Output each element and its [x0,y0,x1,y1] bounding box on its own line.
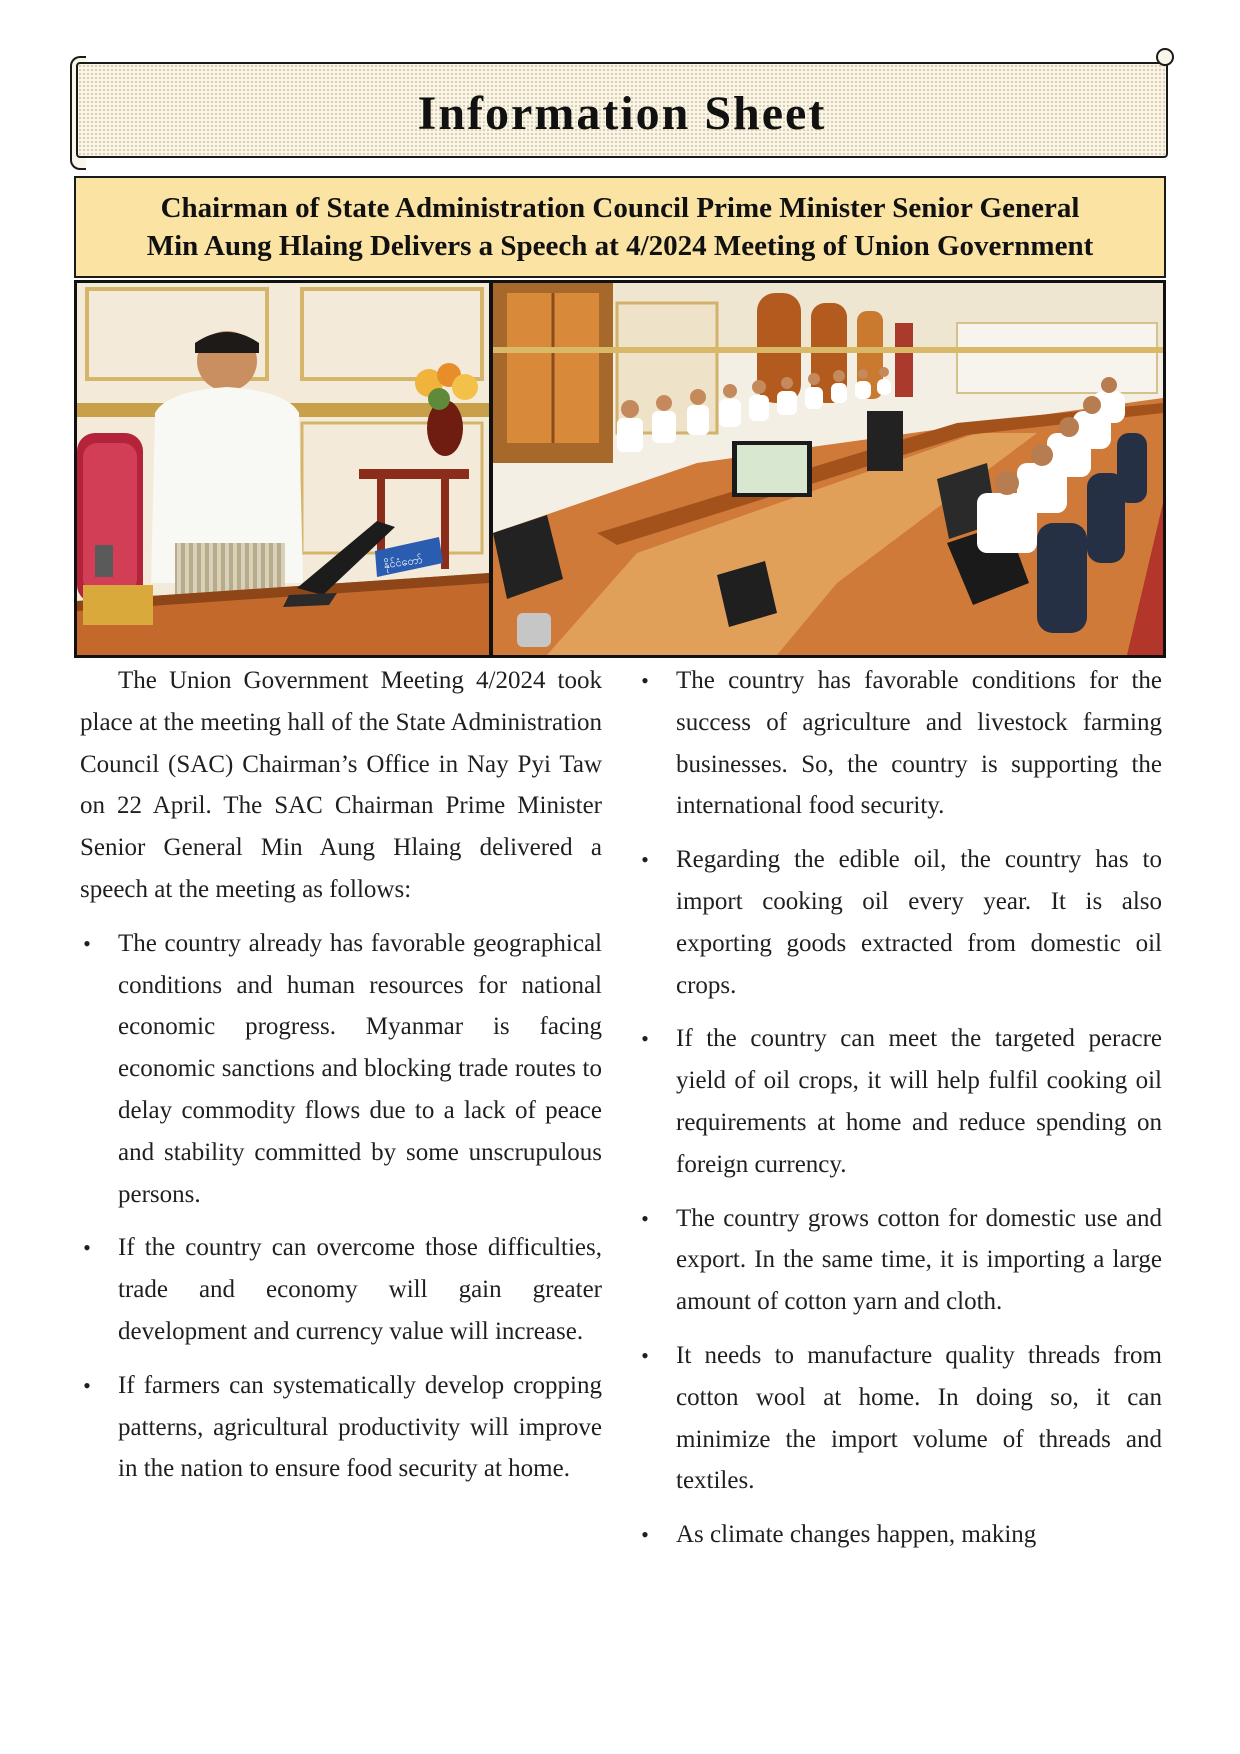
bullet-icon: • [641,1522,649,1548]
bullet-text: If farmers can systematically develop cropping patterns, agricultural productivity will improve in the nation to ensure food security at home. [118,1371,602,1483]
bullet-text: Regarding the edible oil, the country has to import cooking oil every year. It is also exporting goods extracted from domestic oil crops. [676,846,1162,999]
bullet-list-left [80,923,602,1490]
list-item [638,660,1162,827]
list-item [638,1335,1162,1502]
bullet-text: If the country can overcome those difficulties, trade and economy will gain greater development and currency value will increase. [118,1234,602,1345]
bullet-text: It needs to manufacture quality threads from cotton wool at home. In doing so, it can minimize the import volume of threads and textiles. [676,1341,1162,1495]
intro-paragraph: The Union Government Meeting 4/2024 took place at the meeting hall of the State Administration Council (SAC) Chairman’s Office in Nay Pyi Taw on 22 April. The SAC Chairman Prime Minister Senior General Min Aung Hlaing delivered a speech at the meeting as follows: [80,667,602,903]
list-item [638,1198,1162,1323]
column-right [638,660,1162,1568]
bullet-icon: • [641,1026,649,1052]
list-item [638,1018,1162,1185]
headline-line-1: Chairman of State Administration Council Prime Minister Senior General [160,192,1080,224]
bullet-icon: • [641,1342,649,1368]
bullet-icon: • [641,847,649,873]
bullet-icon: • [83,1372,91,1398]
bullet-text: The country grows cotton for domestic use and export. In the same time, it is importing a large amount of cotton yarn and cloth. [676,1204,1162,1316]
photo-strip [74,280,1166,658]
list-item [80,923,602,1216]
list-item [80,1365,602,1490]
column-left [80,660,602,1502]
bullet-icon: • [641,668,649,693]
photo-collage [77,283,1163,655]
bullet-text: The country already has favorable geographical conditions and human resources for national economic progress. Myanmar is facing economic sanctions and blocking trade routes to delay commodity flows due to a lack of peace and stability committed by some unscrupulous persons. [118,929,602,1208]
nameplate-text: နိုင်ငံတော် [382,552,424,572]
headline-box [74,176,1166,278]
bullet-text: The country has favorable conditions for the success of agriculture and livestock farming businesses. So, the country is supporting the international food security. [676,667,1162,820]
bullet-icon: • [83,1235,91,1261]
page-title: Information Sheet [417,87,827,140]
list-item [638,839,1162,1006]
bullet-list-right [638,660,1162,1556]
headline-line-2: Min Aung Hlaing Delivers a Speech at 4/2024 Meeting of Union Government [146,230,1094,262]
photo-speaker [77,283,489,655]
bullet-icon: • [641,1205,649,1231]
title-banner [76,62,1168,158]
bullet-text: If the country can meet the targeted peracre yield of oil crops, it will help fulfil cooking oil requirements at home and reduce spending on foreign currency. [676,1025,1162,1178]
photo-meeting-hall [493,283,1163,655]
list-item [80,1227,602,1352]
list-item [638,1514,1162,1556]
bullet-icon: • [83,930,91,956]
bullet-text: As climate changes happen, making [676,1521,1037,1549]
